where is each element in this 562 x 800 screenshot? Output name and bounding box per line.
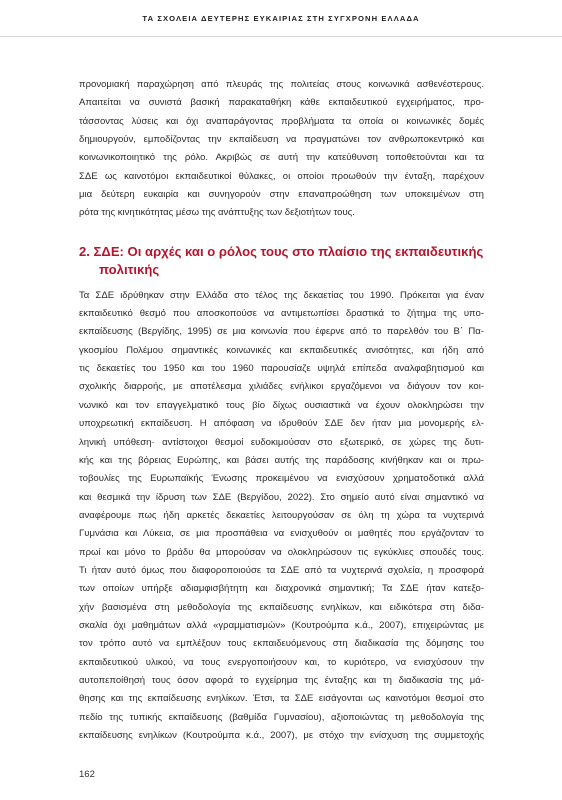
text-line: πεδίο της τυπικής εκπαίδευσης (βαθμίδα Γυμνασίου), αξιοποιώντας τη μεθοδολογία της <box>79 711 484 723</box>
text-line: δημιουργούν, εμποδίζοντας την εκπαίδευση να πραγματώνει τον ανθρωποκεντρικό και <box>79 134 484 146</box>
text-line: εκπαίδευσης ενηλίκων (Κουτρούμπα κ.ά., 2007), με στόχο την ενίσχυση της συμμετοχής <box>79 730 484 741</box>
text-line: προνομιακή παραχώρηση από πλευράς της πολιτείας στους κοινωνικά ασθενέστερους. <box>79 79 484 90</box>
text-line: σχολικής διαρροής, με αποτέλεσμα χιλιάδες ενήλικοι εργαζόμενοι να διάγουν τον κοι- <box>79 381 484 393</box>
text-line: μια δεύτερη ευκαιρία και συνηγορούν στην επαναπροώθηση των υποκειμένων στη <box>79 189 484 201</box>
text-line: τις δεκαετίες του 1950 και του 1960 παρουσίαζε υψηλά επίπεδα αναλφαβητισμού και <box>79 363 484 375</box>
page-number: 162 <box>79 769 95 780</box>
paragraph-continuation <box>79 76 484 223</box>
text-line: εκπαιδευτικού υλικού, να τους ενεργοποιήσουν και, το κυριότερο, να ενισχύσουν την <box>79 656 484 668</box>
paragraph-section-2 <box>79 287 484 746</box>
text-line: νωνικό και τον επαγγελματικό τους βίο δίχως ουσιαστικά να έχουν ολοκληρώσει την <box>79 399 484 411</box>
text-line: υποχρεωτική εκπαίδευση. Η απόφαση να ιδρυθούν ΣΔΕ δεν ήταν μια μονομερής ελ- <box>79 418 484 430</box>
text-line: πολιτικής <box>99 261 160 277</box>
text-line: γκοσμίου Πολέμου σημαντικές κοινωνικές και εκπαιδευτικές ανισότητες, και ήδη από <box>79 344 484 356</box>
text-line: κής και της βόρειας Ευρώπης, και βάσει αυτής της παράδοσης κινήθηκαν και οι πρω- <box>79 454 484 466</box>
text-line: εκπαιδευτικό θεσμό που αποσκοπούσε να αντιμετωπίσει δραστικά το ζήτημα της υπο- <box>79 308 484 320</box>
text-line: 2. ΣΔΕ: Οι αρχές και ο ρόλος τους στο πλαίσιο της εκπαιδευτικής <box>79 243 484 259</box>
text-line: Τι ήταν αυτό όμως που διαφοροποιούσε τα ΣΔΕ από τα νυχτερινά σχολεία, η προσφορά <box>79 564 484 576</box>
text-line: τοβουλίες της Ευρωπαϊκής Ένωσης προκειμένου να ενισχύσουν χρηματοδοτικά αλλά <box>79 473 484 485</box>
text-line: αναφέρουμε πως ήδη αρκετές δεκαετίες λειτουργούσαν σε όλη τη χώρα τα νυχτερινά <box>79 509 484 521</box>
text-line: κοινωνικοποιητικό της ρόλο. Ακριβώς σε αυτή την κατεύθυνση τοποθετούνται και τα <box>79 152 484 164</box>
text-line: θησης και της εκπαίδευσης ενηλίκων. Έτσι, τα ΣΔΕ εισάγονται ως καινοτόμοι θεσμοί στο <box>79 693 484 705</box>
section-heading <box>79 243 484 279</box>
text-line: ρότα της κινητικότητας μέσω της ανάπτυξης των δεξιοτήτων τους. <box>79 207 355 219</box>
page-body <box>79 76 484 745</box>
text-line: ληνική υπόθεση· αντίστοιχοι θεσμοί ευδοκιμούσαν στο εξωτερικό, σε χώρες της δυτι- <box>79 436 484 448</box>
text-line: πρωί και μόνο το βράδυ θα μπορούσαν να ολοκληρώσουν τις εγκύκλιες σπουδές τους. <box>79 546 484 558</box>
text-line: Τα ΣΔΕ ιδρύθηκαν στην Ελλάδα στο τέλος της δεκαετίας του 1990. Πρόκειται για έναν <box>79 289 484 301</box>
header-rule <box>0 36 562 37</box>
text-line: χήν βασισμένα στη μεθοδολογία της εκπαίδευσης ενηλίκων, και ειδικότερα στη διδα- <box>79 601 484 613</box>
text-line: εκπαίδευσης (Βεργίδης, 1995) σε μια κοινωνία που έφερνε από το παρελθόν του Β΄ Πα- <box>79 326 484 338</box>
running-header: ΤΑ ΣΧΟΛΕΙΑ ΔΕΥΤΕΡΗΣ ΕΥΚΑΙΡΙΑΣ ΣΤΗ ΣΥΓΧΡΟΝΗ ΕΛΛΑΔΑ <box>142 14 420 23</box>
text-line: Απαιτείται να συνιστά βασική παρακαταθήκη κάθε εκπαιδευτικού εγχειρήματος, προ- <box>79 97 484 109</box>
text-line: και θεσμικά την ίδρυση των ΣΔΕ (Βεργίδου, 2022). Στο σημείο αυτό είναι σημαντικό να <box>79 491 484 503</box>
text-line: των οποίων υπήρξε αδιαμφισβήτητη και διαχρονικά σημαντική; Τα ΣΔΕ ήταν κατεξο- <box>79 583 484 595</box>
text-line: σκαλία όχι μαθημάτων αλλά «γραμματισμών» (Κουτρούμπα κ.ά., 2007), επιχειρώντας με <box>79 619 484 631</box>
text-line: ΣΔΕ ως καινοτόμοι εκπαιδευτικοί θύλακες, οι οποίοι προωθούν την ένταξη, παρέχουν <box>79 170 484 182</box>
text-line: τον τρόπο αυτό να εμπλέξουν τους εκπαιδευόμενους στη διαδικασία της δόμησης του <box>79 638 484 650</box>
text-line: Γυμνάσια και Λύκεια, σε μια προσπάθεια να ενισχυθούν οι μαθητές που εργάζονταν το <box>79 528 484 540</box>
text-line: αυτοπεποίθησή τους όσον αφορά το εγχείρημα της ένταξης και τη διαδικασία της μά- <box>79 674 484 686</box>
text-line: τάσσοντας λύσεις και όχι αναπαράγοντας προβλήματα τα οποία οι κοινωνικές δομές <box>79 115 484 127</box>
